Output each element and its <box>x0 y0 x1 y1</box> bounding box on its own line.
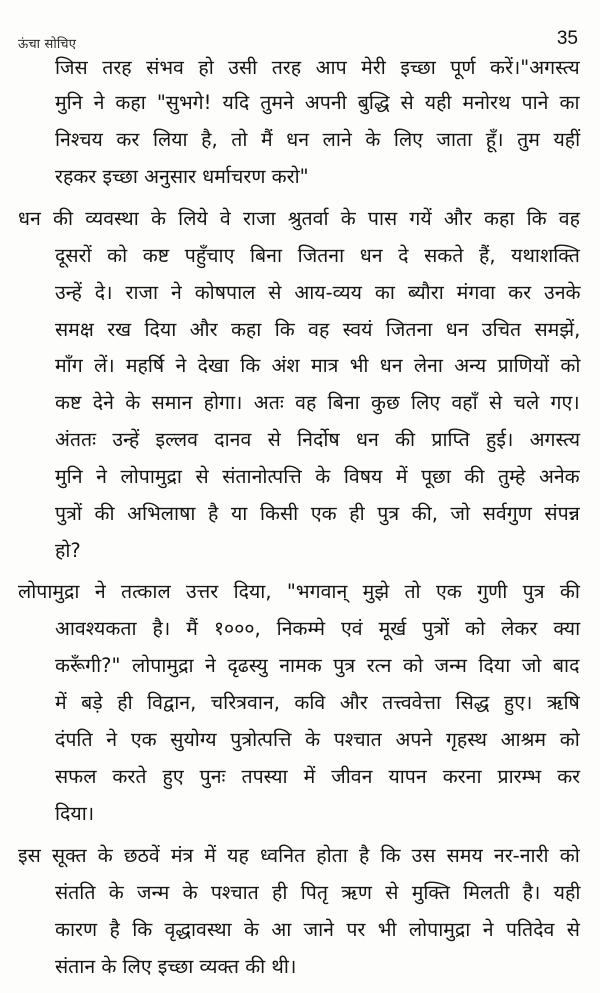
text-line: मुनि ने कहा "सुभगे! यदि तुमने अपनी बुद्धि से यही मनोरथ पाने का <box>55 91 580 114</box>
text-line: मुनि ने लोपामुद्रा से संतानोत्पत्ति के विषय में पूछा की तुम्हे अनेक <box>55 465 580 488</box>
text-line: संतति के जन्म के पश्चात ही पितृ ऋण से मुक्ति मिलती है। यही <box>55 881 581 904</box>
text-line: लोपामुद्रा ने तत्काल उत्तर दिया, "भगवान् मुझे तो एक गुणी पुत्र की <box>18 580 580 603</box>
text-line: दूसरों को कष्ट पहुँचाए बिना जितना धन दे सकते हैं, यथाशक्ति <box>55 244 580 267</box>
text-line: जिस तरह संभव हो उसी तरह आप मेरी इच्छा पूर्ण करें।"अगस्त्य <box>55 56 580 79</box>
text-line: दंपति ने एक सुयोग्य पुत्रोत्पत्ति के पश्चात अपने गृहस्थ आश्रम को <box>55 728 580 751</box>
text-line: करूँगी?" लोपामुद्रा ने दृढस्यु नामक पुत्र रत्न को जन्म दिया जो बाद <box>55 654 580 677</box>
text-line: कष्ट देने के समान होगा। अतः वह बिना कुछ लिए वहाँ से चले गए। <box>55 391 580 414</box>
page-number: 35 <box>556 28 578 49</box>
running-header: ऊंचा सोचिए <box>18 37 77 52</box>
text-line: समक्ष रख दिया और कहा कि वह स्वयं जितना धन उचित समझें, <box>55 318 581 341</box>
text-line: आवश्यकता है। मैं १०००, निकम्मे एवं मूर्ख पुत्रों को लेकर क्या <box>55 617 581 640</box>
text-line: पुत्रों की अभिलाषा है या किसी एक ही पुत्र की, जो सर्वगुण संपन्न <box>55 502 580 525</box>
text-line: संतान के लिए इच्छा व्यक्त की थी। <box>55 955 297 978</box>
text-line: रहकर इच्छा अनुसार धर्माचरण करो" <box>55 165 309 188</box>
text-line: में बड़े ही विद्वान, चरित्रवान, कवि और तत्त्ववेत्ता सिद्ध हुए। ऋषि <box>55 691 580 714</box>
text-line: अंततः उन्हें इल्लव दानव से निर्दोष धन की प्राप्ति हुई। अगस्त्य <box>55 428 581 451</box>
text-line: सफल करते हुए पुनः तपस्या में जीवन यापन करना प्रारम्भ कर <box>55 765 581 788</box>
text-line: धन की व्यवस्था के लिये वे राजा श्रुतर्वा के पास गयें और कहा कि वह <box>18 207 581 230</box>
text-line: निश्चय कर लिया है, तो मैं धन लाने के लिए जाता हूँ। तुम यहीं <box>55 128 581 151</box>
text-line: उन्हें दे। राजा ने कोषपाल से आय-व्यय का ब्यौरा मंगवा कर उनके <box>55 281 581 304</box>
text-line: कारण है कि वृद्धावस्था के आ जाने पर भी लोपामुद्रा ने पतिदेव से <box>55 918 580 941</box>
text-line: हो? <box>55 539 81 562</box>
text-line: माँग लें। महर्षि ने देखा कि अंश मात्र भी धन लेना अन्य प्राणियों को <box>55 354 581 377</box>
text-line: इस सूक्त के छठवें मंत्र में यह ध्वनित होता है कि उस समय नर-नारी को <box>18 844 580 867</box>
text-line: दिया। <box>55 802 95 825</box>
